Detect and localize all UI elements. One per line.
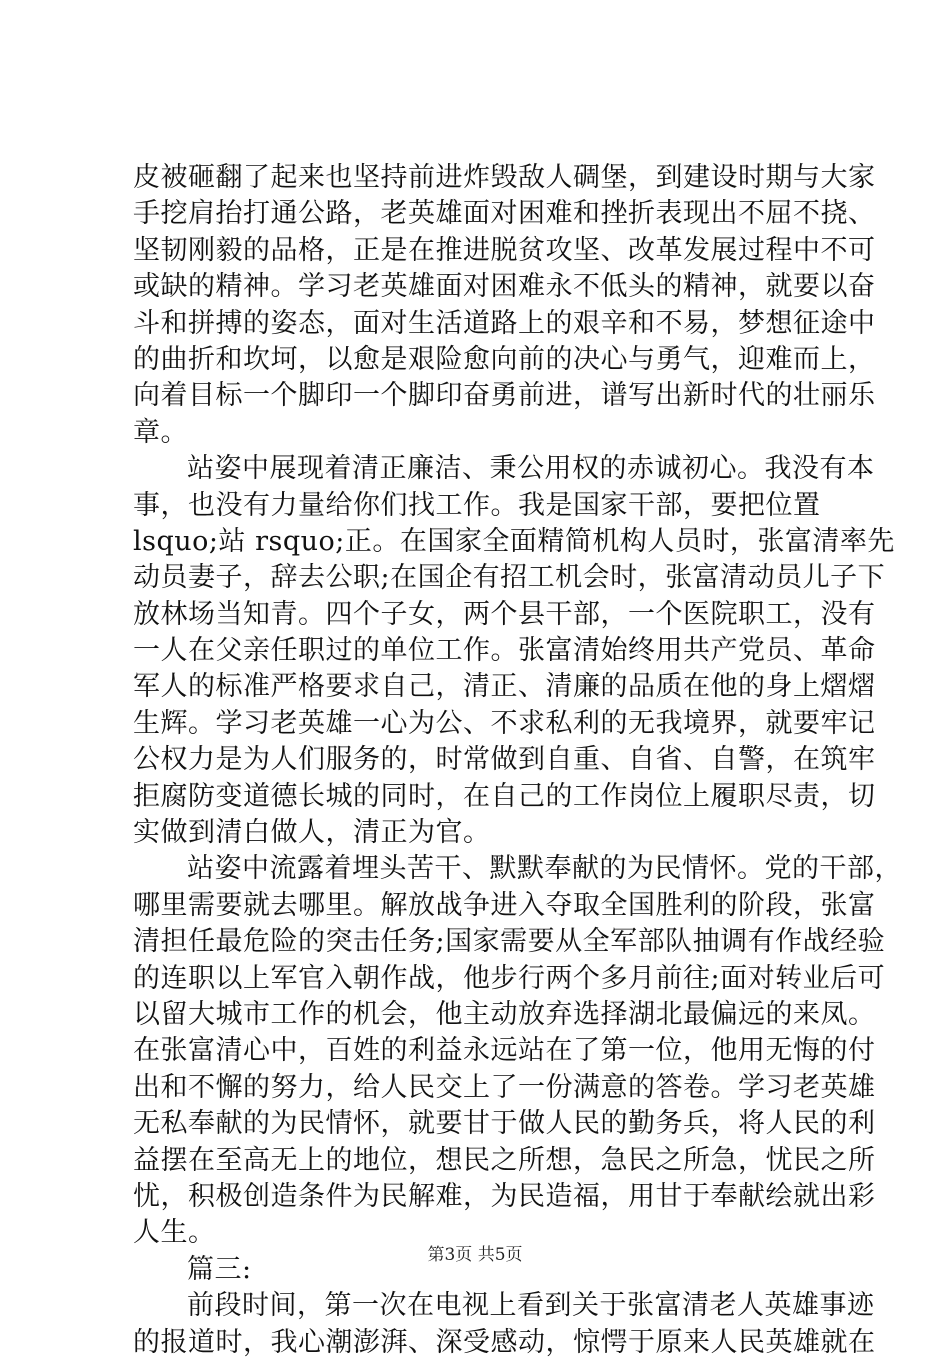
text-line: 无私奉献的为民情怀，就要甘于做人民的勤务兵，将人民的利 [133,1108,876,1140]
text-line: 的曲折和坎坷，以愈是艰险愈向前的决心与勇气，迎难而上， [133,343,876,375]
text-line: 或缺的精神。学习老英雄面对困难永不低头的精神，就要以奋 [133,271,876,303]
text-line: 站姿中流露着埋头苦干、默默奉献的为民情怀。党的干部， [187,853,902,885]
text-line: 的连职以上军官入朝作战，他步行两个多月前往;面对转业后可 [133,962,886,994]
text-line: 章。 [133,416,188,448]
text-line: 的报道时，我心潮澎湃、深受感动，惊愕于原来人民英雄就在 [133,1326,876,1358]
text-line: 一人在父亲任职过的单位工作。张富清始终用共产党员、革命 [133,635,876,667]
text-line: 出和不懈的努力，给人民交上了一份满意的答卷。学习老英雄 [133,1071,876,1103]
text-line: lsquo;站 rsquo;正。在国家全面精简机构人员时，张富清率先 [133,525,895,557]
text-line: 动员妻子，辞去公职;在国企有招工机会时，张富清动员儿子下 [133,562,886,594]
text-line: 生辉。学习老英雄一心为公、不求私利的无我境界，就要牢记 [133,707,876,739]
text-line: 斗和拼搏的姿态，面对生活道路上的艰辛和不易，梦想征途中 [133,307,876,339]
text-line: 拒腐防变道德长城的同时，在自己的工作岗位上履职尽责，切 [133,780,876,812]
text-line: 皮被砸翻了起来也坚持前进炸毁敌人碉堡，到建设时期与大家 [133,162,876,193]
text-line: 哪里需要就去哪里。解放战争进入夺取全国胜利的阶段，张富 [133,889,876,921]
text-line: 公权力是为人们服务的，时常做到自重、自省、自警，在筑牢 [133,744,876,776]
text-line: 坚韧刚毅的品格，正是在推进脱贫攻坚、改革发展过程中不可 [133,234,876,266]
text-line: 放林场当知青。四个子女，两个县干部，一个医院职工，没有 [133,598,876,630]
text-line: 向着目标一个脚印一个脚印奋勇前进，谱写出新时代的壮丽乐 [133,380,876,412]
text-line: 前段时间，第一次在电视上看到关于张富清老人英雄事迹 [187,1290,875,1322]
text-line: 以留大城市工作的机会，他主动放弃选择湖北最偏远的来凤。 [133,998,876,1030]
text-line: 站姿中展现着清正廉洁、秉公用权的赤诚初心。我没有本 [187,453,875,485]
text-line: 实做到清白做人，清正为官。 [133,817,491,849]
text-line: 清担任最危险的突击任务;国家需要从全军部队抽调有作战经验 [133,926,886,958]
page-footer: 第3页 共5页 [427,1245,523,1265]
text-line: 军人的标准严格要求自己，清正、清廉的品质在他的身上熠熠 [133,671,876,703]
document-body [133,160,902,1361]
text-line: 事，也没有力量给你们找工作。我是国家干部，要把位置 [133,489,821,521]
text-line: 在张富清心中，百姓的利益永远站在了第一位，他用无悔的付 [133,1035,876,1067]
text-line: 篇三: [187,1253,252,1285]
text-line: 益摆在至高无上的地位，想民之所想，急民之所急，忧民之所 [133,1144,876,1176]
text-line: 人生。 [133,1217,216,1249]
text-line: 忧，积极创造条件为民解难，为民造福，用甘于奉献绘就出彩 [133,1180,876,1212]
text-line: 手挖肩抬打通公路，老英雄面对困难和挫折表现出不屈不挠、 [133,198,876,230]
